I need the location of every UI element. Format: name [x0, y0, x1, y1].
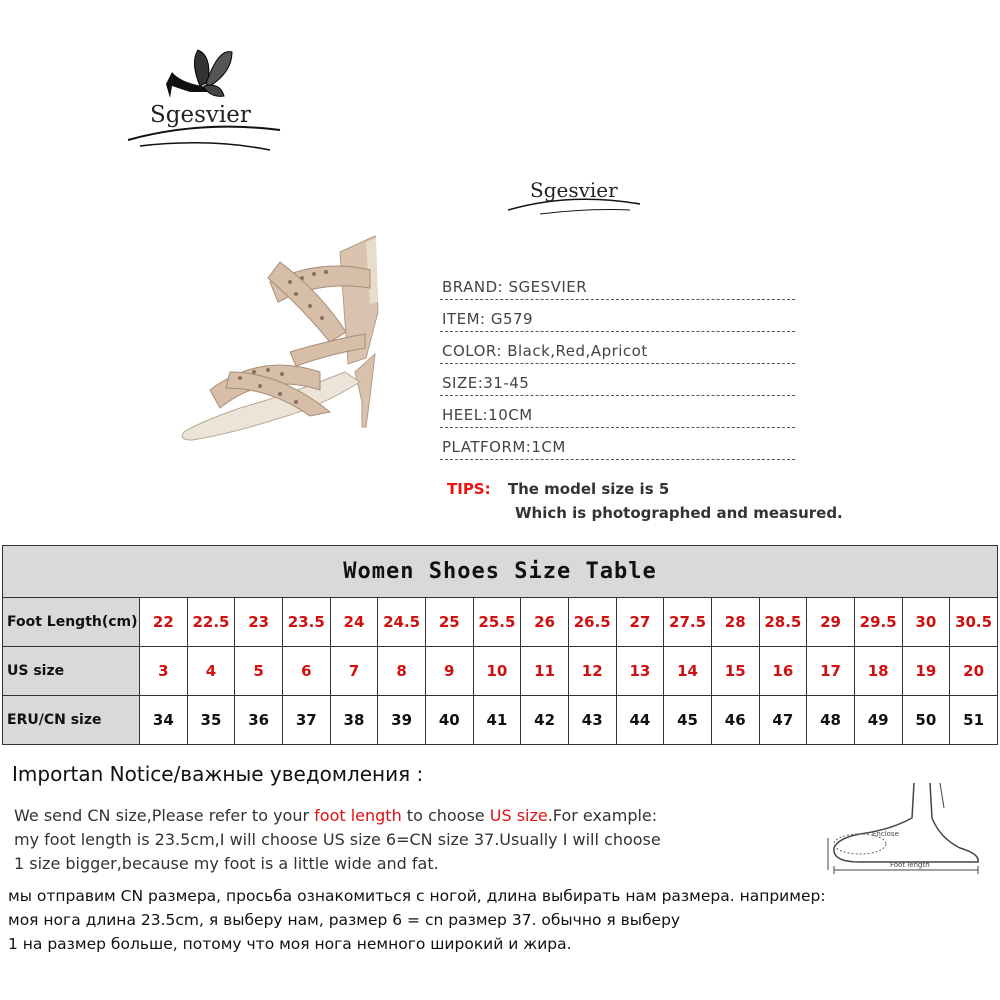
size-table-cell: 20	[950, 647, 998, 696]
size-table-cell: 27	[616, 598, 664, 647]
size-table-cell: 26.5	[568, 598, 616, 647]
brand-name: Sgesvier	[150, 102, 251, 128]
size-table-title: Women Shoes Size Table	[3, 546, 998, 598]
spec-heel: HEEL:10CM	[440, 396, 795, 428]
size-table-row	[3, 696, 998, 745]
size-table-cell: 28.5	[759, 598, 807, 647]
product-specs	[440, 268, 795, 460]
size-table-cell: 40	[425, 696, 473, 745]
size-table-cell: 16	[759, 647, 807, 696]
size-table-cell: 25.5	[473, 598, 521, 647]
size-table-cell: 47	[759, 696, 807, 745]
size-table-cell: 15	[711, 647, 759, 696]
tips	[447, 480, 843, 522]
size-table-cell: 17	[807, 647, 855, 696]
size-table-cell: 18	[854, 647, 902, 696]
size-table-cell: 34	[140, 696, 188, 745]
foot-length-highlight: foot length	[314, 806, 402, 825]
notice-ru-line2: моя нога длина 23.5cm, я выберу нам, размер 6 = cn размер 37. обычно я выберу	[8, 911, 681, 929]
us-size-highlight: US size	[489, 806, 548, 825]
size-table-cell: 24.5	[378, 598, 426, 647]
spec-color: COLOR: Black,Red,Apricot	[440, 332, 795, 364]
size-table-cell: 8	[378, 647, 426, 696]
size-table-cell: 19	[902, 647, 950, 696]
size-table-cell: 13	[616, 647, 664, 696]
size-table-cell: 44	[616, 696, 664, 745]
notice-ru-line1: мы отправим CN размера, просьба ознакомиться с ногой, длина выбирать нам размера. например:	[8, 887, 826, 905]
size-table-cell: 22	[140, 598, 188, 647]
size-table-cell: 4	[187, 647, 235, 696]
size-table-cell: 3	[140, 647, 188, 696]
size-table-cell: 28	[711, 598, 759, 647]
size-table-cell: 10	[473, 647, 521, 696]
size-table-cell: 14	[664, 647, 712, 696]
size-table-row	[3, 598, 998, 647]
size-table-row-header: ERU/CN size	[3, 696, 140, 745]
notice-title: Importan Notice/важные уведомления :	[12, 762, 424, 786]
notice-ru-line3: 1 на размер больше, потому что моя нога немного широкий и жира.	[8, 935, 572, 953]
spec-platform: PLATFORM:1CM	[440, 428, 795, 460]
size-table-cell: 23.5	[282, 598, 330, 647]
size-table-row-header: Foot Length(cm)	[3, 598, 140, 647]
size-table-cell: 12	[568, 647, 616, 696]
spec-brand: BRAND: SGESVIER	[440, 268, 795, 300]
spec-size: SIZE:31-45	[440, 364, 795, 396]
size-table-cell: 29.5	[854, 598, 902, 647]
size-table-cell: 30	[902, 598, 950, 647]
notice-en-line2: my foot length is 23.5cm,I will choose US size 6=CN size 37.Usually I will choose	[14, 830, 661, 849]
size-table-cell: 51	[950, 696, 998, 745]
enclose-label: Enclose	[872, 830, 899, 838]
size-table-cell: 49	[854, 696, 902, 745]
size-table-cell: 7	[330, 647, 378, 696]
brand-name-small: Sgesvier	[530, 178, 618, 202]
size-table-cell: 30.5	[950, 598, 998, 647]
size-table-cell: 24	[330, 598, 378, 647]
brand-logo	[120, 42, 290, 162]
size-table-row	[3, 647, 998, 696]
product-image	[170, 222, 420, 452]
notice-english	[14, 804, 661, 876]
size-table-cell: 27.5	[664, 598, 712, 647]
notice-en-line1: We send CN size,Please refer to your foot length to choose US size.For example:	[14, 806, 658, 825]
size-table-cell: 43	[568, 696, 616, 745]
size-table-cell: 38	[330, 696, 378, 745]
size-table-cell: 39	[378, 696, 426, 745]
foot-length-label: Foot length	[890, 861, 930, 869]
tips-label: TIPS:	[447, 480, 491, 498]
size-table-cell: 35	[187, 696, 235, 745]
size-table-cell: 36	[235, 696, 283, 745]
size-table	[2, 545, 998, 745]
size-table-cell: 48	[807, 696, 855, 745]
size-table-cell: 9	[425, 647, 473, 696]
tips-line1: The model size is 5	[507, 480, 670, 498]
size-table-cell: 41	[473, 696, 521, 745]
size-table-cell: 11	[521, 647, 569, 696]
size-table-cell: 45	[664, 696, 712, 745]
size-table-cell: 5	[235, 647, 283, 696]
size-table-cell: 50	[902, 696, 950, 745]
size-table-cell: 37	[282, 696, 330, 745]
size-table-cell: 23	[235, 598, 283, 647]
notice-en-line3: 1 size bigger,because my foot is a little wide and fat.	[14, 854, 439, 873]
size-table-cell: 46	[711, 696, 759, 745]
spec-item: ITEM: G579	[440, 300, 795, 332]
brand-logo-small	[500, 170, 650, 220]
size-table-row-header: US size	[3, 647, 140, 696]
notice-russian	[8, 884, 826, 956]
size-table-cell: 22.5	[187, 598, 235, 647]
size-table-cell: 29	[807, 598, 855, 647]
foot-measure-icon	[820, 778, 990, 878]
foot-diagram	[820, 778, 990, 878]
size-table-cell: 42	[521, 696, 569, 745]
size-table-cell: 6	[282, 647, 330, 696]
tips-line2: Which is photographed and measured.	[515, 504, 843, 522]
size-table-cell: 26	[521, 598, 569, 647]
size-table-cell: 25	[425, 598, 473, 647]
